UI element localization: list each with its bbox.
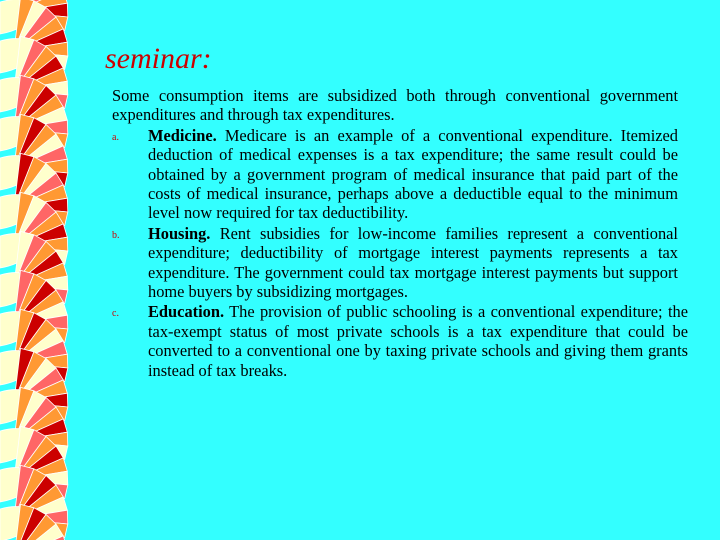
item-heading: Housing. bbox=[148, 223, 211, 243]
list-item-text bbox=[148, 302, 688, 380]
list-item-text bbox=[148, 224, 678, 302]
item-heading: Education. bbox=[148, 302, 225, 322]
list-marker: a. bbox=[112, 131, 119, 143]
list-item-housing bbox=[112, 224, 678, 302]
item-body: The provision of public schooling is a conventional expenditure; the tax-exempt status of most private schools is a tax expenditure that could be converted to a conventional one by taxing private schools and giving them grants instead of tax breaks. bbox=[148, 302, 688, 380]
intro-paragraph: Some consumption items are subsidized both through conventional government expenditures and through tax expenditures. bbox=[112, 86, 678, 125]
list-item-education bbox=[112, 302, 688, 380]
item-body: Rent subsidies for low-income families represent a conventional expenditure; deductibility of mortgage interest payments represents a tax expenditure. The government could tax mortgage interest payments but support home buyers by subsidizing mortgages. bbox=[148, 223, 678, 302]
list-item-medicine bbox=[112, 126, 678, 223]
list-marker: b. bbox=[112, 229, 120, 241]
item-body: Medicare is an example of a conventional expenditure. Itemized deduction of medical expenses is a tax expenditure; the same result could be obtained by a government program of medical insurance that paid part of the costs of medical insurance, perhaps above a deductible equal to the minimum level now required for tax deductibility. bbox=[148, 125, 678, 223]
item-heading: Medicine. bbox=[148, 125, 217, 145]
decorative-fan-border bbox=[0, 0, 100, 540]
list-marker: c. bbox=[112, 308, 119, 320]
slide-body bbox=[112, 86, 688, 380]
slide-title: seminar: bbox=[105, 42, 212, 75]
example-list bbox=[112, 125, 688, 380]
list-item-text bbox=[148, 126, 678, 223]
